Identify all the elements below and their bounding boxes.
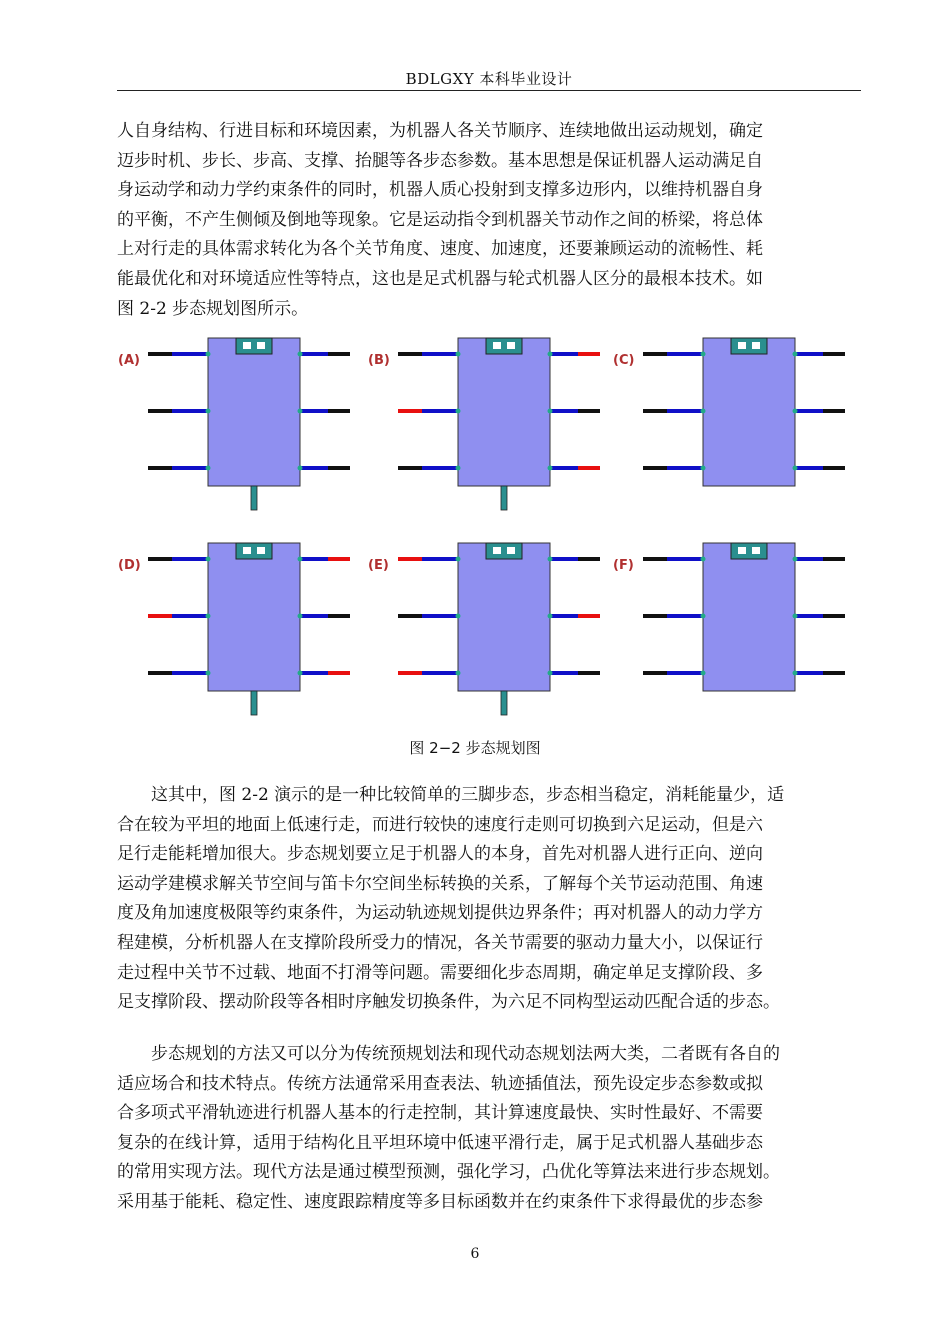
text-line: 足支撑阶段、摆动阶段等各相时序触发切换条件，为六足不同构型运动匹配合适的步态。 (117, 992, 780, 1013)
paragraph-2 (117, 781, 861, 1018)
text-line: 步态规划的方法又可以分为传统预规划法和现代动态规划法两大类，二者既有各自的 (151, 1044, 780, 1064)
robot-body (703, 338, 795, 486)
leg-joint (206, 671, 211, 676)
leg-joint (456, 409, 461, 414)
robot-tail (501, 486, 507, 510)
text-line: 迈步时机、步长、步高、支撑、抬腿等各步态参数。基本思想是保证机器人运动满足自 (117, 150, 763, 171)
text-line: 人自身结构、行进目标和环境因素，为机器人各关节顺序、连续地做出运动规划，确定 (117, 121, 763, 141)
robot-head (486, 338, 522, 354)
leg-joint (298, 671, 303, 676)
robot-body (703, 543, 795, 691)
leg-joint (793, 671, 798, 676)
leg-joint (701, 409, 706, 414)
robot-body (208, 543, 300, 691)
panel-label: (C) (613, 353, 635, 368)
panel-label: (B) (368, 353, 390, 368)
robot-tail (501, 691, 507, 715)
leg-joint (298, 352, 303, 357)
leg-joint (701, 352, 706, 357)
head-eye (493, 547, 501, 554)
text-line: 走过程中关节不过载、地面不打滑等问题。需要细化步态周期，确定单足支撑阶段、多 (117, 962, 763, 983)
text-line: 程建模，分析机器人在支撑阶段所受力的情况，各关节需要的驱动力量大小，以保证行 (117, 932, 763, 953)
robot-head (236, 543, 272, 559)
gait-panel (368, 338, 600, 510)
panel-label: (F) (613, 558, 634, 573)
gait-panel (368, 543, 600, 715)
leg-joint (701, 614, 706, 619)
text-line: 采用基于能耗、稳定性、速度跟踪精度等多目标函数并在约束条件下求得最优的步态参 (117, 1191, 763, 1212)
text-line: 的平衡，不产生侧倾及倒地等现象。它是运动指令到机器关节动作之间的桥梁，将总体 (117, 209, 763, 230)
leg-joint (793, 409, 798, 414)
text-line: 身运动学和动力学约束条件的同时，机器人质心投射到支撑多边形内，以维持机器自身 (117, 180, 763, 201)
paragraph-1 (117, 117, 861, 324)
leg-joint (206, 557, 211, 562)
head-eye (257, 547, 265, 554)
robot-head (486, 543, 522, 559)
leg-joint (793, 466, 798, 471)
head-eye (752, 342, 760, 349)
head-eye (243, 547, 251, 554)
leg-joint (548, 466, 553, 471)
robot-head (731, 543, 767, 559)
leg-joint (298, 557, 303, 562)
leg-joint (298, 614, 303, 619)
text-line: 复杂的在线计算，适用于结构化且平坦环境中低速平滑行走，属于足式机器人基础步态 (117, 1132, 763, 1153)
head-eye (257, 342, 265, 349)
text-line: 上对行走的具体需求转化为各个关节角度、速度、加速度，还要兼顾运动的流畅性、耗 (117, 239, 763, 260)
leg-joint (701, 466, 706, 471)
leg-joint (298, 466, 303, 471)
robot-tail (251, 691, 257, 715)
head-eye (738, 342, 746, 349)
text-line: 运动学建模求解关节空间与笛卡尔空间坐标转换的关系，了解每个关节运动范围、角速 (117, 873, 763, 894)
text-line: 合在较为平坦的地面上低速行走，而进行较快的速度行走则可切换到六足运动，但是六 (117, 814, 763, 835)
leg-joint (206, 614, 211, 619)
leg-joint (456, 614, 461, 619)
leg-joint (456, 352, 461, 357)
leg-joint (206, 352, 211, 357)
text-line: 度及角加速度极限等约束条件，为运动轨迹规划提供边界条件；再对机器人的动力学方 (117, 903, 763, 924)
leg-joint (548, 409, 553, 414)
head-eye (738, 547, 746, 554)
robot-body (458, 543, 550, 691)
text-line: 足行走能耗增加很大。步态规划要立足于机器人的本身，首先对机器人进行正向、逆向 (117, 844, 763, 865)
leg-joint (793, 352, 798, 357)
text-line: 的常用实现方法。现代方法是通过模型预测，强化学习，凸优化等算法来进行步态规划。 (117, 1162, 780, 1183)
page-number: 6 (470, 1246, 480, 1262)
leg-joint (456, 671, 461, 676)
text-line: 适应场合和技术特点。传统方法通常采用查表法、轨迹插值法，预先设定步态参数或拟 (117, 1073, 763, 1094)
robot-tail (251, 486, 257, 510)
text-line: 图 2-2 步态规划图所示。 (117, 298, 309, 319)
leg-joint (548, 671, 553, 676)
gait-panel (613, 338, 845, 486)
head-eye (243, 342, 251, 349)
head-eye (493, 342, 501, 349)
robot-body (208, 338, 300, 486)
leg-joint (548, 352, 553, 357)
text-line: 这其中，图 2-2 演示的是一种比较简单的三脚步态，步态相当稳定，消耗能量少，适 (151, 785, 785, 805)
gait-planning-figure (110, 336, 850, 721)
leg-joint (206, 409, 211, 414)
robot-head (731, 338, 767, 354)
head-eye (752, 547, 760, 554)
head-eye (507, 342, 515, 349)
gait-panel (613, 543, 845, 691)
leg-joint (206, 466, 211, 471)
robot-head (236, 338, 272, 354)
leg-joint (548, 557, 553, 562)
leg-joint (456, 557, 461, 562)
figure-caption: 图 2−2 步态规划图 (409, 739, 541, 757)
text-line: 能最优化和对环境适应性等特点，这也是足式机器与轮式机器人区分的最根本技术。如 (117, 268, 763, 289)
paragraph-3 (117, 1040, 861, 1218)
panel-label: (D) (118, 558, 141, 573)
gait-panel (118, 338, 350, 510)
leg-joint (298, 409, 303, 414)
leg-joint (456, 466, 461, 471)
text-line: 合多项式平滑轨迹进行机器人基本的行走控制，其计算速度最快、实时性最好、不需要 (117, 1103, 763, 1124)
gait-panel (118, 543, 350, 715)
leg-joint (793, 614, 798, 619)
panel-label: (E) (368, 558, 389, 573)
leg-joint (701, 557, 706, 562)
page-header: BDLGXY 本科毕业设计 (405, 70, 573, 88)
panel-label: (A) (118, 353, 140, 368)
header-rule (117, 90, 861, 91)
leg-joint (701, 671, 706, 676)
robot-body (458, 338, 550, 486)
head-eye (507, 547, 515, 554)
leg-joint (793, 557, 798, 562)
leg-joint (548, 614, 553, 619)
